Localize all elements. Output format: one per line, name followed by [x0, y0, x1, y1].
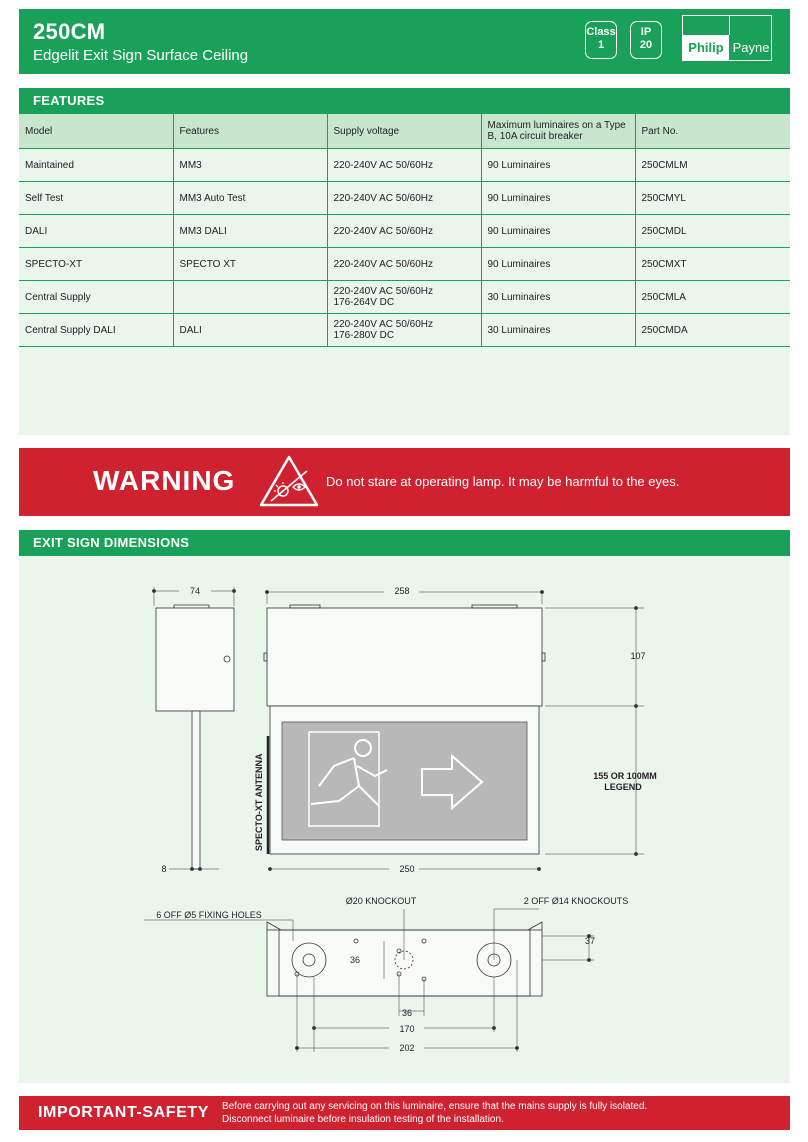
table-cell: 90 Luminaires: [481, 149, 635, 182]
table-cell: 250CMYL: [635, 182, 790, 215]
table-cell: 250CMLM: [635, 149, 790, 182]
legend-label: 155 OR 100MM: [593, 771, 657, 781]
legend-label-2: LEGEND: [604, 782, 642, 792]
eye-hazard-icon: [257, 453, 321, 511]
dim-label: 250: [399, 864, 415, 874]
table-cell: 220-240V AC 50/60Hz: [327, 248, 481, 281]
dimensions-title: EXIT SIGN DIMENSIONS: [19, 530, 790, 556]
header-bar: [19, 9, 790, 74]
product-subtitle: Edgelit Exit Sign Surface Ceiling: [33, 47, 249, 64]
table-cell: Central Supply: [19, 281, 173, 314]
dim-label: Ø20 KNOCKOUT: [345, 896, 417, 906]
table-cell: 250CMDL: [635, 215, 790, 248]
dim-label: 36: [349, 955, 361, 965]
dim-label: 258: [394, 586, 410, 596]
table-cell: 250CMXT: [635, 248, 790, 281]
table-row: [19, 281, 790, 314]
dim-label: 170: [399, 1024, 415, 1034]
features-title: FEATURES: [19, 88, 790, 114]
table-cell: 250CMLA: [635, 281, 790, 314]
table-cell: DALI: [19, 215, 173, 248]
table-cell: MM3 Auto Test: [173, 182, 327, 215]
table-cell: 220-240V AC 50/60Hz: [327, 149, 481, 182]
safety-title: IMPORTANT-SAFETY: [38, 1104, 210, 1121]
base-plan-view: [144, 896, 628, 1053]
table-row: [19, 149, 790, 182]
table-row: [19, 182, 790, 215]
table-cell: Central Supply DALI: [19, 314, 173, 347]
col-header: Model: [19, 114, 173, 149]
col-header: Part No.: [635, 114, 790, 149]
table-cell: 90 Luminaires: [481, 248, 635, 281]
table-cell: 220-240V AC 50/60Hz: [327, 215, 481, 248]
dim-label: 2 OFF Ø14 KNOCKOUTS: [523, 896, 629, 906]
dim-label: 36: [401, 1008, 413, 1018]
dim-label: 37: [584, 936, 596, 946]
dim-label: 74: [189, 586, 201, 596]
col-header: Supply voltage: [327, 114, 481, 149]
warning-banner: [19, 448, 790, 516]
table-row: [19, 248, 790, 281]
product-code: 250CM: [33, 19, 106, 44]
dimensions-section: [19, 530, 790, 1083]
table-cell: Self Test: [19, 182, 173, 215]
col-header: Maximum luminaires on a Type B, 10A circuit breaker: [481, 114, 635, 149]
table-cell: 90 Luminaires: [481, 182, 635, 215]
dim-label: 8: [161, 864, 167, 874]
features-section: [19, 88, 790, 435]
table-cell: 30 Luminaires: [481, 281, 635, 314]
table-cell: 220-240V AC 50/60Hz 176-280V DC: [327, 314, 481, 347]
table-cell: SPECTO XT: [173, 248, 327, 281]
table-cell: 220-240V AC 50/60Hz 176-264V DC: [327, 281, 481, 314]
table-cell: 220-240V AC 50/60Hz: [327, 182, 481, 215]
table-cell: 250CMDA: [635, 314, 790, 347]
warning-title: WARNING: [93, 465, 236, 496]
ip-badge: IP 20: [630, 21, 662, 59]
table-row: [19, 215, 790, 248]
table-cell: MM3: [173, 149, 327, 182]
side-view: [153, 586, 236, 874]
table-cell: 30 Luminaires: [481, 314, 635, 347]
table-cell: DALI: [173, 314, 327, 347]
table-cell: [173, 281, 327, 314]
philip-payne-logo: Philip Payne: [682, 15, 772, 61]
col-header: Features: [173, 114, 327, 149]
antenna-label: SPECTO-XT ANTENNA: [254, 753, 264, 851]
class-badge: Class 1: [585, 21, 617, 59]
warning-text: Do not stare at operating lamp. It may be harmful to the eyes.: [326, 474, 680, 489]
table-cell: SPECTO-XT: [19, 248, 173, 281]
table-row: [19, 314, 790, 347]
front-view: [254, 586, 657, 874]
table-header-row: [19, 114, 790, 149]
dim-label: 202: [399, 1043, 415, 1053]
dimension-drawing: [19, 556, 790, 1083]
safety-text: Before carrying out any servicing on this luminaire, ensure that the mains supply is fully isolated. Disconnect luminaire before insulation testing of the installation.: [222, 1101, 648, 1125]
dim-label: 107: [630, 651, 646, 661]
features-table: [19, 114, 790, 347]
table-cell: Maintained: [19, 149, 173, 182]
table-cell: MM3 DALI: [173, 215, 327, 248]
dim-label: 6 OFF Ø5 FIXING HOLES: [156, 910, 262, 920]
safety-banner: [19, 1096, 790, 1130]
table-cell: 90 Luminaires: [481, 215, 635, 248]
